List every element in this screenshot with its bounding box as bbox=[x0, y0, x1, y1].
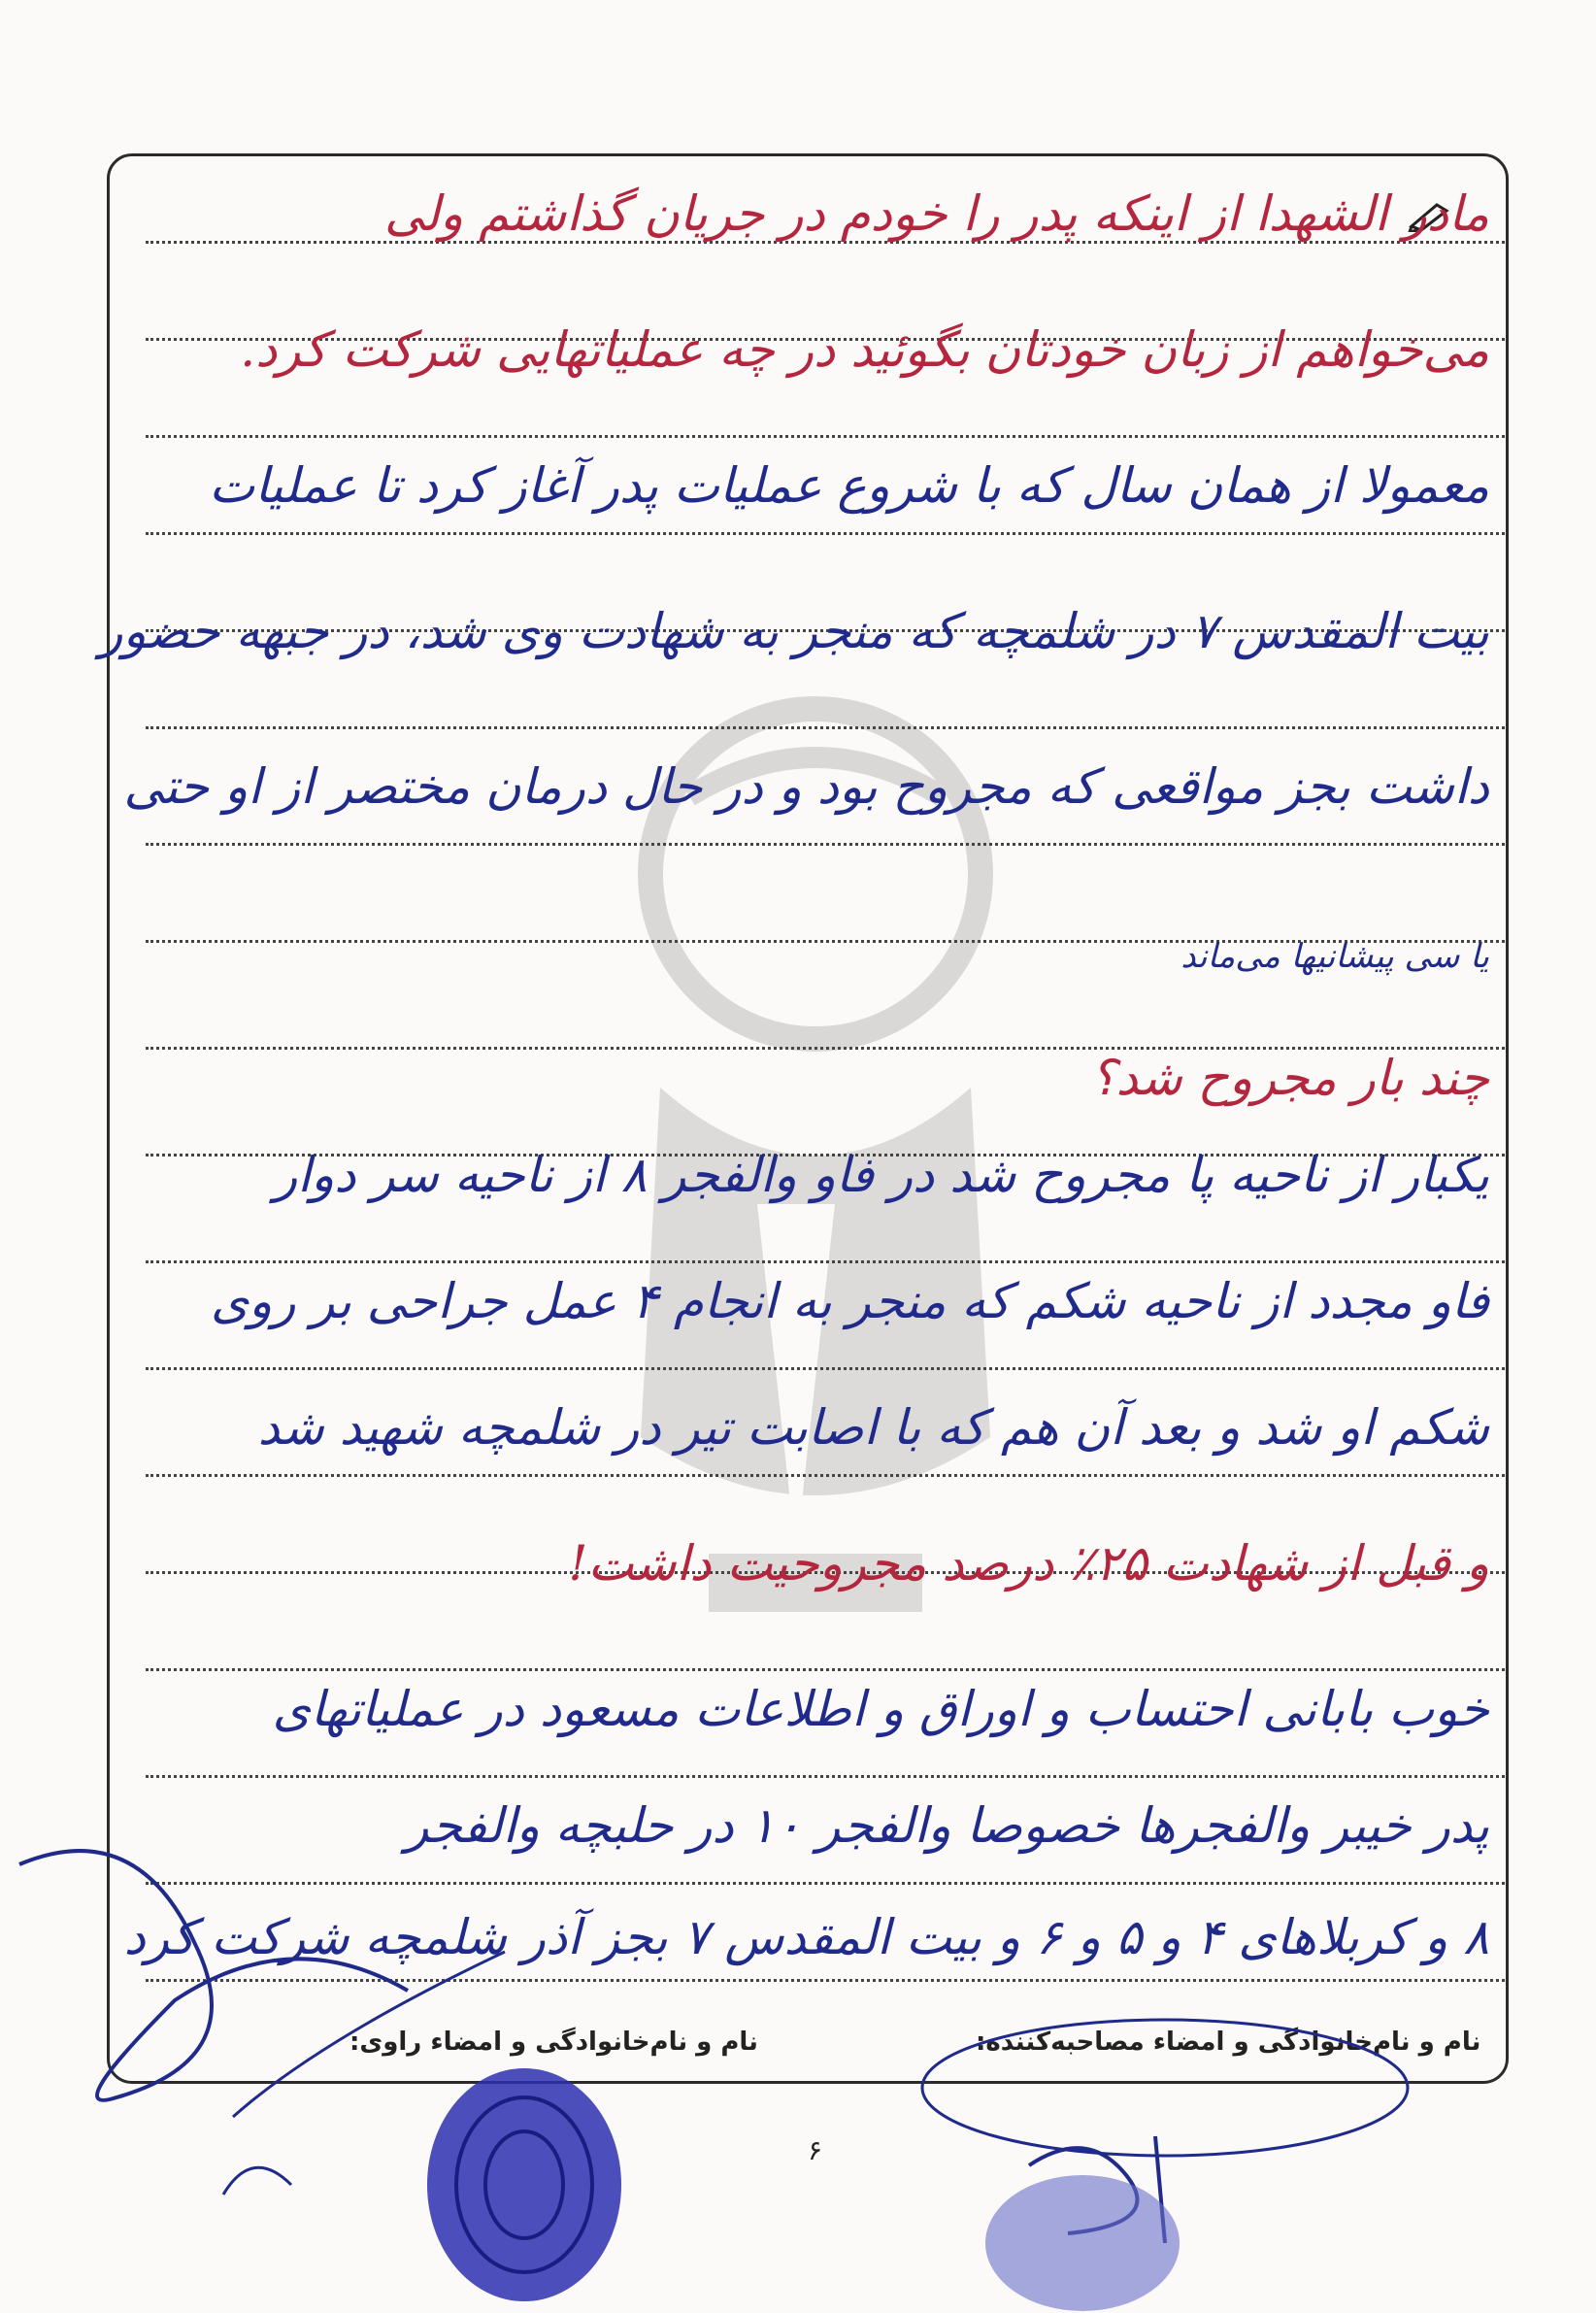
ruled-line bbox=[146, 1367, 1505, 1370]
handwritten-line: یکبار از ناحیه پا مجروح شد در فاو والفجر ۸ از ناحیه سر دوار bbox=[274, 1147, 1489, 1203]
handwritten-line: بیت المقدس ۷ در شلمچه که منجر به شهادت وی شد، در جبهه حضور bbox=[99, 603, 1489, 659]
page-frame bbox=[107, 153, 1509, 2084]
handwritten-line: پدر خیبر والفجرها خصوصا والفجر ۱۰ در حلبچه والفجر bbox=[405, 1797, 1489, 1854]
handwritten-line: مادر الشهدا از اینکه پدر را خودم در جریان گذاشتم ولی bbox=[384, 185, 1489, 242]
handwritten-line: ۸ و کربلاهای ۴ و ۵ و ۶ و بیت المقدس ۷ بجز آذر شلمچه شرکت کرد bbox=[123, 1909, 1489, 1965]
ruled-line bbox=[146, 532, 1505, 535]
interviewer-fingerprint bbox=[981, 2165, 1184, 2311]
handwritten-line: داشت بجز مواقعی که مجروح بود و در حال درمان مختصر از او حتی bbox=[123, 758, 1489, 815]
ruled-line bbox=[146, 1260, 1505, 1263]
ruled-line bbox=[146, 1474, 1505, 1477]
ruled-line bbox=[146, 435, 1505, 438]
narrator-fingerprint bbox=[417, 2059, 631, 2311]
interviewer-signature-label: نام و نام‌خانوادگی و امضاء مصاحبه‌کننده: bbox=[976, 2028, 1481, 2057]
handwritten-line: معمولا از همان سال که با شروع عملیات پدر آغاز کرد تا عملیات bbox=[209, 457, 1489, 514]
handwritten-line: می‌خواهم از زبان خودتان بگوئید در چه عملیاتهایی شرکت کرد. bbox=[240, 321, 1489, 378]
ruled-line bbox=[146, 1668, 1505, 1671]
handwritten-line: خوب بابانی احتساب و اوراق و اطلاعات مسعود در عملیاتهای bbox=[272, 1681, 1489, 1737]
ruled-line bbox=[146, 1775, 1505, 1778]
handwritten-line: شکم او شد و بعد آن هم که با اصابت تیر در شلمچه شهید شد bbox=[257, 1399, 1489, 1456]
handwritten-line: فاو مجدد از ناحیه شکم که منجر به انجام ۴ عمل جراحی بر روی bbox=[211, 1273, 1489, 1329]
handwritten-line: چند بار مجروح شد؟ bbox=[1090, 1050, 1489, 1106]
ruled-line bbox=[146, 843, 1505, 846]
handwritten-line: یا سی پیشانیها می‌ماند bbox=[1180, 937, 1489, 976]
narrator-signature-label: نام و نام‌خانوادگی و امضاء راوی: bbox=[349, 2028, 758, 2057]
page-number: ۶ bbox=[808, 2134, 823, 2166]
ruled-line bbox=[146, 726, 1505, 729]
handwritten-line: و قبل از شهادت ۲۵٪ درصد مجروحیت داشت! bbox=[568, 1535, 1489, 1592]
